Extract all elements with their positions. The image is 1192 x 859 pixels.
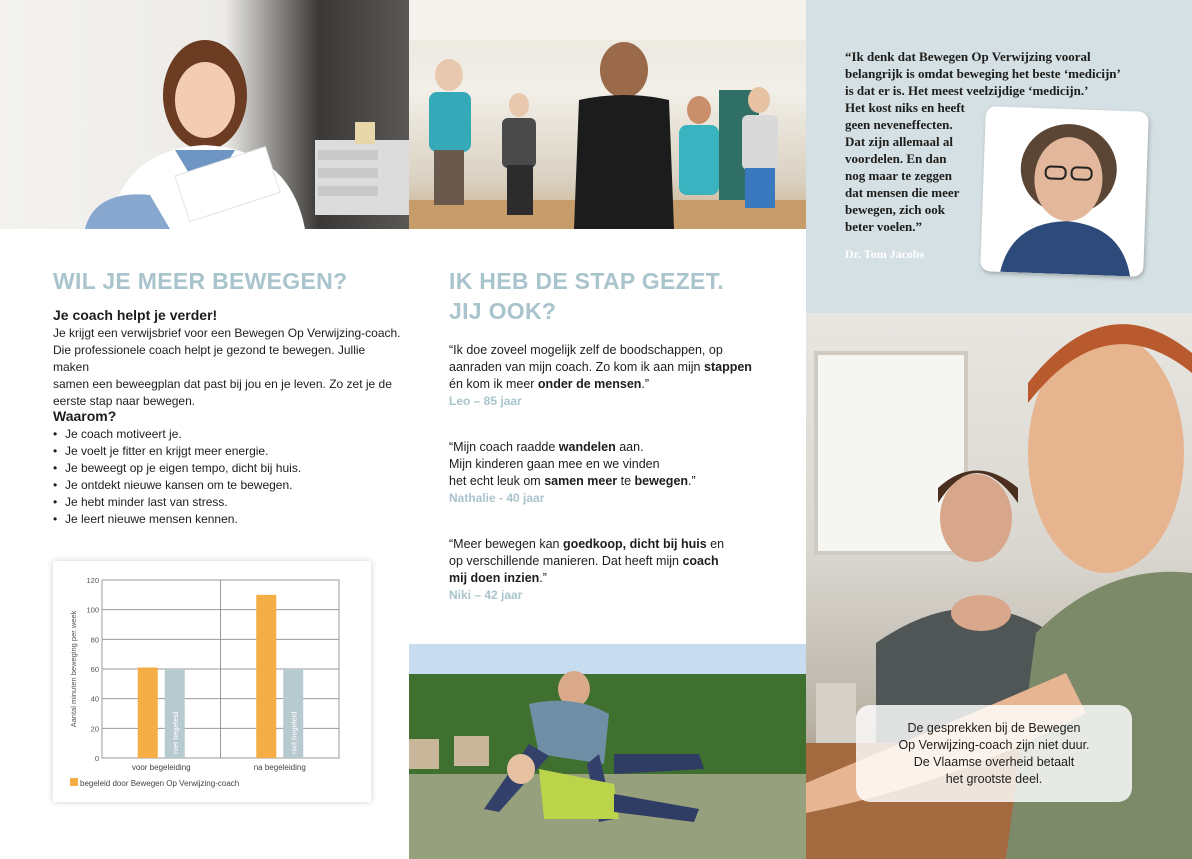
testimonial-leo [449, 342, 769, 410]
testimonial-niki [449, 536, 769, 604]
quote-line: bewegen, zich ook [845, 202, 946, 217]
bar-label: niet begeleid [289, 711, 299, 754]
quote-line: Het kost niks en heeft [845, 100, 965, 115]
why-item: • Je ontdekt nieuwe kansen om te bewegen. [53, 477, 403, 494]
legend-label: begeleid door Bewegen Op Verwijzing-coach [80, 779, 240, 788]
testimonial-line [449, 376, 769, 393]
emphasis: mij doen inzien [449, 571, 540, 585]
quote-line: nog maar te zeggen [845, 168, 952, 183]
testimonial-line [449, 536, 769, 553]
emphasis: onder de mensen [537, 377, 642, 391]
caption-line: De gesprekken bij de Bewegen [907, 720, 1081, 735]
chart-card [53, 561, 371, 802]
text: .” [641, 377, 650, 391]
text: “Mijn coach raadde [449, 440, 559, 454]
quote-line: geen neveneffecten. [845, 117, 953, 132]
coach-line: samen een beweegplan dat past bij jou en je leven. Zo zet je de [53, 377, 392, 391]
testimonial-author: Nathalie - 40 jaar [449, 491, 545, 505]
caption-line: De Vlaamse overheid betaalt [913, 754, 1075, 769]
y-tick-label: 120 [86, 576, 99, 585]
why-item: • Je voelt je fitter en krijgt meer energie. [53, 443, 403, 460]
caption-line: Op Verwijzing-coach zijn niet duur. [898, 737, 1090, 752]
coach-line: Die professionele coach helpt je gezond te bewegen. Jullie maken [53, 343, 366, 374]
emphasis: samen meer [544, 474, 618, 488]
y-tick-label: 80 [90, 635, 99, 645]
testimonial-line [449, 342, 769, 359]
testimonial-author: Leo – 85 jaar [449, 394, 522, 408]
y-tick-label: 0 [94, 754, 99, 763]
coach-title: Je coach helpt je verder! [53, 307, 218, 323]
bar [138, 668, 158, 758]
bar-chart [53, 561, 371, 802]
why-item: • Je leert nieuwe mensen kennen. [53, 511, 403, 528]
doctor-photo-art [0, 0, 409, 229]
doctor-portrait-art [980, 106, 1149, 277]
garden-exercise-photo [409, 644, 806, 859]
quote-line: “Ik denk dat Bewegen Op Verwijzing vooral [845, 49, 1091, 64]
emphasis: bewegen [634, 474, 689, 488]
y-axis-label: Aantal minuten beweging per week [69, 610, 78, 728]
coach-line: eerste stap naar bewegen. [53, 394, 196, 408]
doctor-photo [0, 0, 409, 229]
why-item: • Je coach motiveert je. [53, 426, 403, 443]
x-tick-label: voor begeleiding [131, 763, 191, 772]
y-tick-label: 100 [86, 605, 99, 615]
testimonial-author: Niki – 42 jaar [449, 588, 523, 602]
emphasis: wandelen [558, 440, 616, 454]
dance-class-photo [409, 0, 806, 229]
quote-author: Dr. Tom Jacobs [845, 247, 925, 261]
coach-section [53, 307, 403, 410]
y-tick-label: 40 [90, 694, 99, 704]
text: “Ik doe zoveel mogelijk zelf de boodschappen, op [449, 343, 723, 357]
why-list [53, 426, 403, 528]
text: .” [688, 474, 696, 488]
why-title: Waarom? [53, 408, 117, 424]
intro-heading: WIL JE MEER BEWEGEN? [53, 268, 348, 294]
testimonial-line [449, 359, 769, 376]
dance-class-photo-art [409, 0, 806, 229]
text: én kom ik meer [449, 377, 538, 391]
bar-label: niet begeleid [170, 711, 180, 754]
quote-line: beter voelen.” [845, 219, 923, 234]
quote-line: is dat er is. Het meest veelzijdige ‘medicijn.’ [845, 83, 1089, 98]
step-heading [449, 266, 779, 326]
text: .” [539, 571, 547, 585]
emphasis: coach [682, 554, 719, 568]
testimonial-line [449, 456, 769, 473]
garden-exercise-photo-art [409, 644, 806, 859]
why-item: • Je beweegt op je eigen tempo, dicht bij huis. [53, 460, 403, 477]
coach-paragraph [53, 325, 403, 410]
quote-line: belangrijk is omdat beweging het beste ‘medicijn’ [845, 66, 1121, 81]
text: aanraden van mijn coach. Zo kom ik aan mijn [449, 360, 704, 374]
step-heading-line: JIJ OOK? [449, 298, 557, 324]
photo-caption [856, 705, 1132, 802]
testimonial-line [449, 553, 769, 570]
text: “Meer bewegen kan [449, 537, 563, 551]
quote-line: dat mensen die meer [845, 185, 960, 200]
step-heading-line: IK HEB DE STAP GEZET. [449, 268, 725, 294]
emphasis: stappen [704, 360, 752, 374]
y-tick-label: 20 [90, 724, 99, 734]
testimonial-nathalie [449, 439, 769, 507]
x-tick-label: na begeleiding [253, 763, 306, 772]
text: Mijn kinderen gaan mee en we vinden [449, 457, 660, 471]
text: en [706, 537, 725, 551]
why-section [53, 408, 403, 528]
text: te [617, 474, 635, 488]
text: het echt leuk om [449, 474, 545, 488]
legend-swatch [70, 778, 78, 786]
why-item: • Je hebt minder last van stress. [53, 494, 403, 511]
testimonial-line [449, 570, 769, 587]
quote-line: Dat zijn allemaal al [845, 134, 953, 149]
caption-line: het grootste deel. [945, 771, 1043, 786]
y-tick-label: 60 [90, 665, 99, 674]
testimonial-line [449, 473, 769, 490]
bar [256, 595, 276, 758]
quote-line: voordelen. En dan [845, 151, 947, 166]
testimonial-line [449, 439, 769, 456]
text: op verschillende manieren. Dat heeft mijn [449, 554, 683, 568]
coach-line: Je krijgt een verwijsbrief voor een Bewegen Op Verwijzing-coach. [53, 326, 401, 340]
emphasis: goedkoop, dicht bij huis [562, 537, 707, 551]
doctor-portrait [980, 106, 1149, 277]
text: aan. [615, 440, 644, 454]
